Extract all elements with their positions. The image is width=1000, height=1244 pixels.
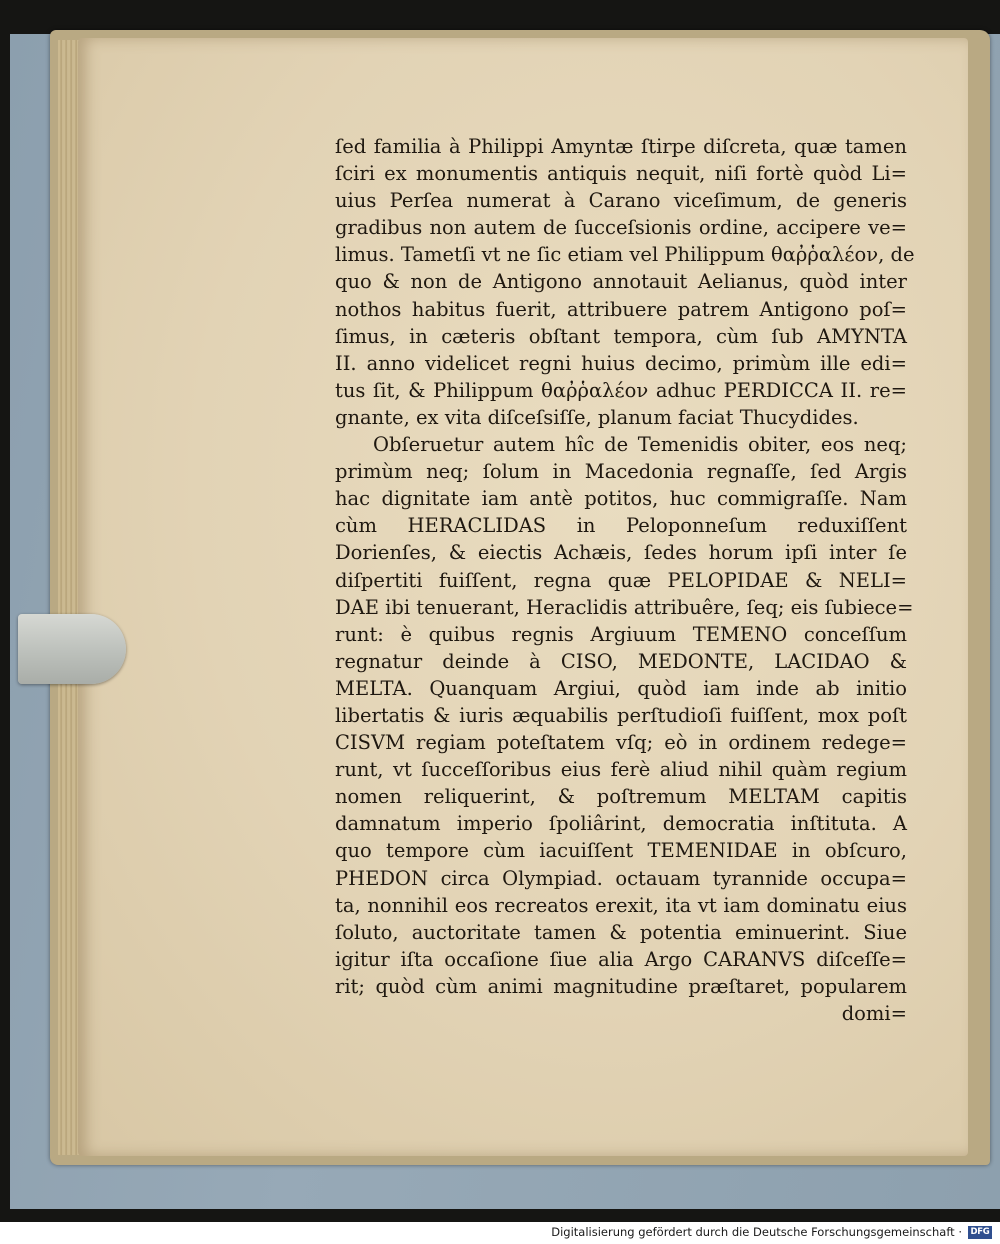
text-line: nomen reliquerint, & poſtremum MELTAM capitis xyxy=(335,785,907,809)
text-line: hac dignitate iam antè potitos, huc commigraſſe. Nam xyxy=(335,487,907,511)
text-line: Dorienſes, & eiectis Achæis, ſedes horum ipſi inter ſe xyxy=(335,541,907,565)
text-line: ta, nonnihil eos recreatos erexit, ita vt iam dominatu eius xyxy=(335,893,907,917)
dfg-logo-icon: DFG xyxy=(968,1226,992,1239)
text-line: ſciri ex monumentis antiquis nequit, niſi fortè quòd Li= xyxy=(335,162,907,186)
footer-bar xyxy=(0,1222,1000,1244)
text-line: regnatur deinde à CISO, MEDONTE, LACIDAO & xyxy=(335,649,907,673)
text-line: gnante, ex vita diſceſsiſſe, planum faciat Thucydides. xyxy=(335,405,859,429)
text-line: quo tempore cùm iacuiſſent TEMENIDAE in obſcuro, xyxy=(335,839,907,863)
text-line: igitur iſta occaſione ſiue alia Argo CARANVS diſceſſe= xyxy=(335,947,907,971)
text-line: gradibus non autem de ſucceſsionis ordine, accipere ve= xyxy=(335,216,907,240)
text-line: runt: è quibus regnis Argiuum TEMENO conceſſum xyxy=(335,622,907,646)
page-text xyxy=(335,133,915,1027)
paragraph-start-line: Obſeruetur autem hîc de Temenidis obiter, eos neq; xyxy=(373,433,907,457)
text-line: DAE ibi tenuerant, Heraclidis attribuêre, ſeq; eis ſubiece= xyxy=(335,595,914,619)
text-line: runt, vt ſucceſſoribus eius ferè aliud nihil quàm regium xyxy=(335,758,907,782)
text-line: ſimus, in cæteris obſtant tempora, cùm ſub AMYNTA xyxy=(335,324,907,348)
text-line: nothos habitus fuerit, attribuere patrem Antigono poſ= xyxy=(335,297,907,321)
text-line: ſoluto, auctoritate tamen & potentia eminuerint. Siue xyxy=(335,920,907,944)
text-line: PHEDON circa Olympiad. octauam tyrannide occupa= xyxy=(335,866,907,890)
text-line: diſpertiti fuiſſent, regna quæ PELOPIDAE & NELI= xyxy=(335,568,907,592)
text-line: MELTA. Quanquam Argiui, quòd iam inde ab initio xyxy=(335,676,907,700)
text-line: damnatum imperio ſpoliârint, democratia inſtituta. A xyxy=(335,812,907,836)
bookmark-clip xyxy=(18,614,126,684)
text-line: quo & non de Antigono annotauit Aelianus, quòd inter xyxy=(335,270,907,294)
text-line: rit; quòd cùm animi magnitudine præſtaret, popularem xyxy=(335,974,907,998)
funding-credit: Digitalisierung gefördert durch die Deutsche Forschungsgemeinschaft · xyxy=(551,1225,962,1239)
text-line: libertatis & iuris æquabilis perſtudioſi fuiſſent, mox poſt xyxy=(335,703,907,727)
text-line: CISVM regiam poteſtatem vſq; eò in ordinem redege= xyxy=(335,731,907,755)
text-line: uius Perſea numerat à Carano viceſimum, de generis xyxy=(335,189,907,213)
text-line: ſed familia à Philippi Amyntæ ſtirpe diſcreta, quæ tamen xyxy=(335,135,907,158)
text-line: II. anno videlicet regni huius decimo, primùm ille edi= xyxy=(335,351,907,375)
text-line: limus. Tametſi vt ne ſic etiam vel Philippum θαῤῥαλέον, de xyxy=(335,243,915,267)
text-line: cùm HERACLIDAS in Peloponneſum reduxiſſent xyxy=(335,514,907,538)
text-line: tus ſit, & Philippum θαῤῥαλέον adhuc PERDICCA II. re= xyxy=(335,378,907,402)
text-line: primùm neq; ſolum in Macedonia regnaſſe, ſed Argis xyxy=(335,460,907,484)
catchword: domi= xyxy=(841,1002,907,1025)
